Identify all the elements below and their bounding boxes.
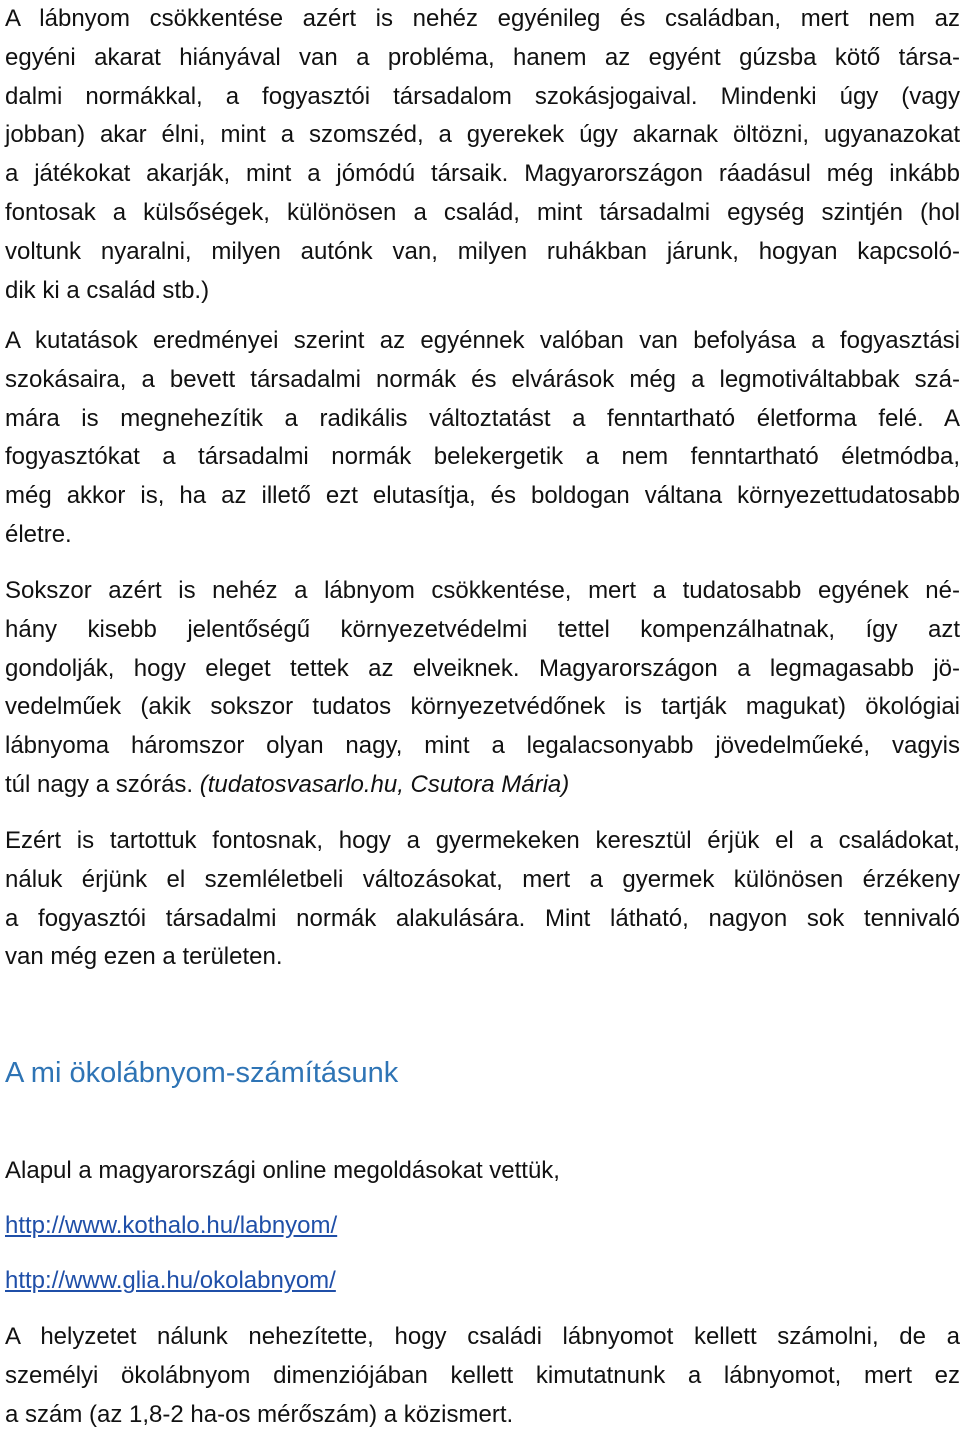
- text-line: dik ki a család stb.): [5, 276, 210, 304]
- paragraph-footprint-difficulty: [5, 0, 960, 310]
- text-line-with-citation: [5, 766, 960, 805]
- paragraph-children: [5, 822, 960, 977]
- text-line: van még ezen a területen.: [5, 943, 283, 971]
- section-heading: A mi ökolábnyom-számításunk: [5, 1057, 399, 1089]
- text-line: a szám (az 1,8-2 ha-os mérőszám) a közismert.: [5, 1400, 514, 1428]
- text-line: a fogyasztói társadalmi normák alakulására. Mint látható, nagyon sok tennivaló: [5, 904, 960, 932]
- text-line: Ezért is tartottuk fontosnak, hogy a gyermekeken keresztül érjük el a családokat,: [5, 827, 960, 854]
- paragraph-family-footprint: [5, 1318, 960, 1434]
- text-line: lábnyoma háromszor olyan nagy, mint a legalacsonyabb jövedelműeké, vagyis: [5, 732, 960, 760]
- citation: (tudatosvasarlo.hu, Csutora Mária): [199, 770, 570, 798]
- text-line: életre.: [5, 520, 72, 548]
- text-line: Alapul a magyarországi online megoldásokat vettük,: [5, 1157, 560, 1184]
- text-line: Sokszor azért is nehéz a lábnyom csökkentése, mert a tudatosabb egyének né-: [5, 577, 960, 604]
- text-line: A helyzetet nálunk nehezítette, hogy családi lábnyomot kellett számolni, de a: [5, 1323, 960, 1350]
- text-line: A kutatások eredményei szerint az egyénnek valóban van befolyása a fogyasztási: [5, 327, 960, 354]
- text-line: szokásaira, a bevett társadalmi normák és elvárások még a legmotiváltabbak szá-: [5, 365, 960, 393]
- text-line: gondolják, hogy eleget tettek az elveiknek. Magyarországon a legmagasabb jö-: [5, 654, 960, 682]
- text-line: egyéni akarat hiányával van a probléma, hanem az egyént gúzsba kötő társa-: [5, 43, 960, 71]
- text-line: fontosak a külsőségek, különösen a család, mint társadalmi egység szintjén (hol: [5, 198, 960, 226]
- text-line: dalmi normákkal, a fogyasztói társadalom szokásjogaival. Mindenki úgy (vagy: [5, 82, 960, 110]
- text-line: hány kisebb jelentőségű környezetvédelmi tettel kompenzálhatnak, így azt: [5, 615, 960, 643]
- paragraph-compensation: [5, 572, 960, 805]
- text-fragment: túl nagy a szórás.: [5, 770, 200, 798]
- text-line: fogyasztókat a társadalmi normák belekergetik a nem fenntartható életmódba,: [5, 443, 960, 471]
- link-kothalo[interactable]: http://www.kothalo.hu/labnyom/: [5, 1212, 338, 1239]
- text-line: mára is megnehezítik a radikális változtatást a fenntartható életforma felé. A: [5, 404, 960, 432]
- text-line: náluk érjünk el szemléletbeli változásokat, mert a gyermek különösen érzékeny: [5, 865, 960, 893]
- link-glia-container: [5, 1262, 336, 1301]
- text-line: jobban) akar élni, mint a szomszéd, a gyerekek úgy akarnak öltözni, ugyanazokat: [5, 121, 960, 149]
- text-line: személyi ökolábnyom dimenziójában kellett kimutatnunk a lábnyomot, mert ez: [5, 1361, 960, 1389]
- text-line: vedelműek (akik sokszor tudatos környezetvédőnek is tartják magukat) ökológiai: [5, 693, 960, 721]
- text-line: A lábnyom csökkentése azért is nehéz egyénileg és családban, mert nem az: [5, 5, 960, 32]
- text-line: a játékokat akarják, mint a jómódú társaik. Magyarországon ráadásul még inkább: [5, 160, 960, 188]
- text-line: még akkor is, ha az illető ezt elutasítja, és boldogan váltana környezettudatosabb: [5, 482, 960, 510]
- intro-text: [5, 1152, 960, 1191]
- paragraph-research-results: [5, 322, 960, 555]
- text-line: voltunk nyaralni, milyen autónk van, milyen ruhákban járunk, hogyan kapcsoló-: [5, 237, 960, 265]
- link-glia[interactable]: http://www.glia.hu/okolabnyom/: [5, 1267, 336, 1294]
- link-kothalo-container: [5, 1207, 337, 1246]
